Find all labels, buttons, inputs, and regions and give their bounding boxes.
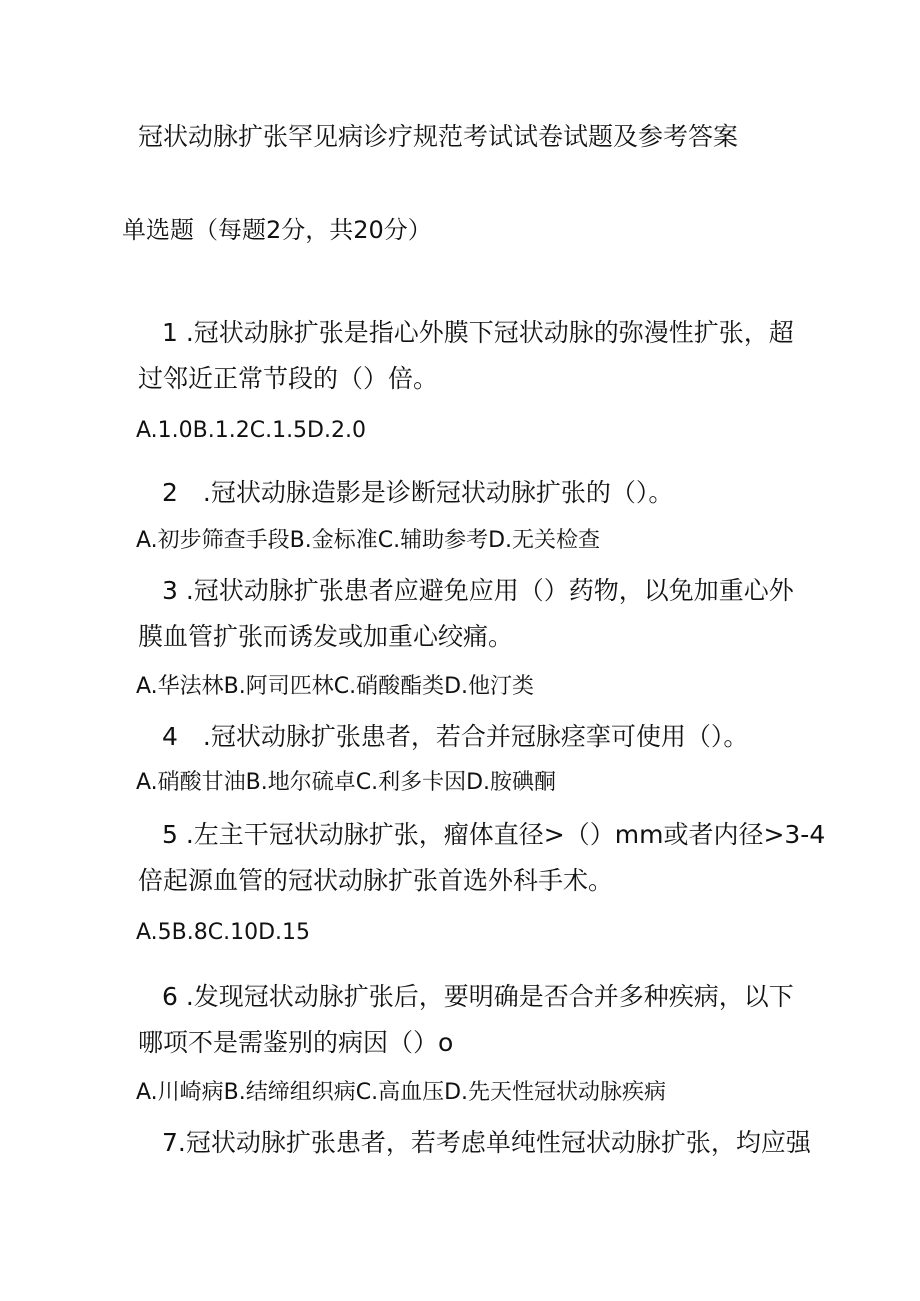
document-title: 冠状动脉扩张罕见病诊疗规范考试试卷试题及参考答案 [138, 122, 739, 151]
question-2-options: A.初步筛查手段B.金标准C.辅助参考D.无关检查 [136, 528, 601, 553]
question-2-line-1: 2 .冠状动脉造影是诊断冠状动脉扩张的（）。 [162, 478, 674, 507]
question-5-line-2: 倍起源血管的冠状动脉扩张首选外科手术。 [138, 866, 614, 895]
question-7-line-1: 7.冠状动脉扩张患者，若考虑单纯性冠状动脉扩张，均应强 [162, 1128, 811, 1157]
question-3-line-1: 3 .冠状动脉扩张患者应避免应用（）药物，以免加重心外 [162, 576, 794, 605]
question-4-line-1: 4 .冠状动脉扩张患者，若合并冠脉痉挛可使用（）。 [162, 722, 749, 751]
question-6-options: A.川崎病B.结缔组织病C.高血压D.先天性冠状动脉疾病 [136, 1080, 667, 1105]
question-1-options: A.1.0B.1.2C.1.5D.2.0 [136, 418, 366, 443]
question-5-line-1: 5 .左主干冠状动脉扩张，瘤体直径>（）mm或者内径>3-4 [162, 820, 826, 849]
question-1-line-2: 过邻近正常节段的（）倍。 [138, 364, 439, 393]
question-3-options: A.华法林B.阿司匹林C.硝酸酯类D.他汀类 [136, 674, 535, 699]
question-4-options: A.硝酸甘油B.地尔硫卓C.利多卡因D.胺碘酮 [136, 770, 557, 795]
question-3-line-2: 膜血管扩张而诱发或加重心绞痛。 [138, 622, 514, 651]
question-1-line-1: 1 .冠状动脉扩张是指心外膜下冠状动脉的弥漫性扩张，超 [162, 318, 794, 347]
question-5-options: A.5B.8C.10D.15 [136, 920, 311, 945]
section-heading: 单选题（每题2分，共20分） [122, 216, 432, 244]
question-6-line-2: 哪项不是需鉴别的病因（）o [138, 1028, 454, 1057]
question-6-line-1: 6 .发现冠状动脉扩张后，要明确是否合并多种疾病，以下 [162, 982, 794, 1011]
